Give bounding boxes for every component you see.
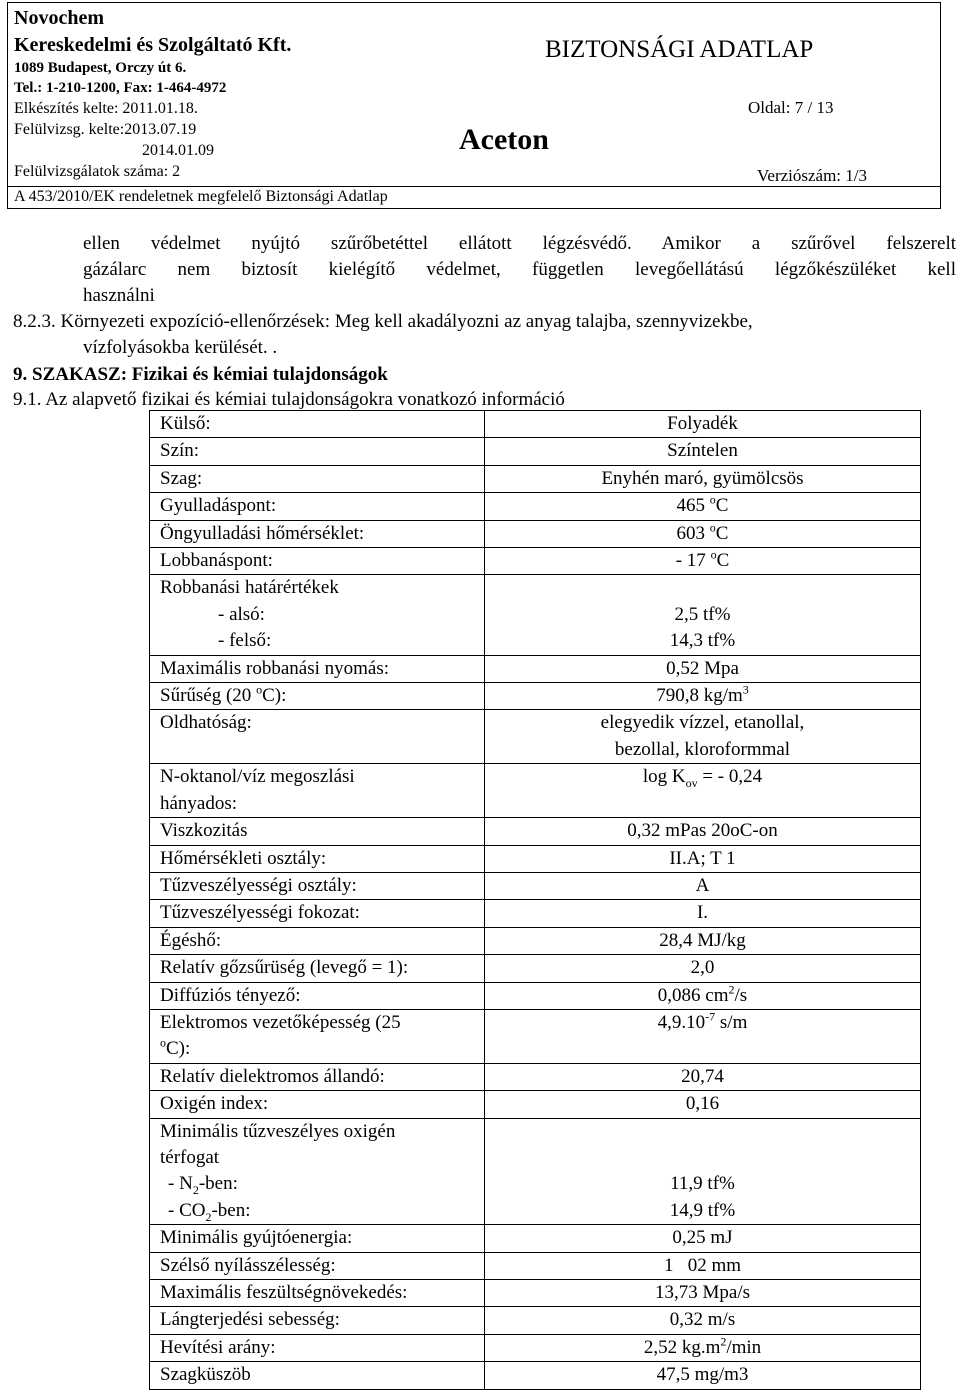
property-label: Külső: [150, 411, 485, 438]
property-label: Szagküszöb [150, 1362, 485, 1389]
property-label: Maximális robbanási nyomás: [150, 655, 485, 682]
property-label: N-oktanol/víz megoszlási hányados: [150, 764, 485, 818]
table-row [150, 927, 921, 954]
table-row [150, 1334, 921, 1361]
property-value: elegyedik vízzel, etanollal, bezollal, kloroformmal [485, 710, 921, 764]
property-label: Oldhatóság: [150, 710, 485, 764]
property-value: 465 $^o$C [485, 493, 921, 520]
table-row [150, 982, 921, 1009]
property-value: 0,32 m/s [485, 1307, 921, 1334]
property-label: Minimális gyújtóenergia: [150, 1225, 485, 1252]
section-9-heading: 9. SZAKASZ: Fizikai és kémiai tulajdonságok [13, 364, 388, 385]
property-value: Enyhén maró, gyümölcsös [485, 465, 921, 492]
created-date: Elkészítés kelte: 2011.01.18. [14, 100, 198, 117]
property-value: A [485, 872, 921, 899]
table-row [150, 683, 921, 710]
property-value: 0,32 mPas 20oC-on [485, 818, 921, 845]
property-label: Lobbanáspont: [150, 548, 485, 575]
property-value: 0,086 $cm^2/s$ [485, 982, 921, 1009]
property-value: 603 $^o$C [485, 520, 921, 547]
property-label: Minimális tűzveszélyes oxigén térfogat - $N_2$-ben: - $CO_2$-ben: [150, 1118, 485, 1225]
company-address: 1089 Budapest, Orczy út 6. [14, 60, 187, 76]
property-label: Elektromos vezetőképesség (25 $^o$C): [150, 1009, 485, 1063]
property-value: 11,9 tf% 14,9 tf% [485, 1118, 921, 1225]
table-row [150, 1009, 921, 1063]
property-label: Szín: [150, 438, 485, 465]
paragraph-line: használni [83, 285, 155, 306]
table-row [150, 520, 921, 547]
paragraph-line: ellen védelmet nyújtó szűrőbetéttel ellátott légzésvédő. Amikor a szűrővel felszerelt [83, 233, 956, 254]
property-value: II.A; T 1 [485, 845, 921, 872]
table-row [150, 1118, 921, 1225]
property-value: 0,16 [485, 1091, 921, 1118]
table-row [150, 548, 921, 575]
property-value: 2,0 [485, 955, 921, 982]
property-value: Színtelen [485, 438, 921, 465]
product-name: Aceton [459, 123, 549, 156]
property-value: 2,5 tf% 14,3 tf% [485, 575, 921, 655]
property-value: - 17 $^o$C [485, 548, 921, 575]
property-label: Relatív dielektromos állandó: [150, 1063, 485, 1090]
property-value: 790,8 $kg/m^3$ [485, 683, 921, 710]
table-row [150, 1091, 921, 1118]
table-row [150, 1307, 921, 1334]
table-row [150, 411, 921, 438]
property-label: Lángterjedési sebesség: [150, 1307, 485, 1334]
document-title: BIZTONSÁGI ADATLAP [545, 36, 814, 63]
property-value: 1 02 mm [485, 1252, 921, 1279]
version-number: Verziószám: 1/3 [757, 166, 867, 185]
table-row [150, 465, 921, 492]
property-value: 47,5 mg/m3 [485, 1362, 921, 1389]
document-header [7, 2, 941, 209]
property-value: $4,9.10^{-7}$ s/m [485, 1009, 921, 1063]
table-row [150, 655, 921, 682]
property-label: Tűzveszélyességi osztály: [150, 872, 485, 899]
section-8-2-3-continuation: vízfolyásokba kerülését. . [83, 337, 278, 358]
property-value: $\log K_{ov}$ = - 0,24 [485, 764, 921, 818]
property-label: Relatív gőzsűrüség (levegő = 1): [150, 955, 485, 982]
table-row [150, 955, 921, 982]
reviewed-date: Felülvizsg. kelte:2013.07.19 [14, 121, 197, 138]
property-value: 20,74 [485, 1063, 921, 1090]
section-8-2-3-heading: 8.2.3. Környezeti expozíció-ellenőrzések: Meg kell akadályozni az anyag talajba, szennyvizekbe, [13, 311, 753, 332]
property-label: Szélső nyílásszélesség: [150, 1252, 485, 1279]
table-row [150, 1280, 921, 1307]
table-row [150, 1252, 921, 1279]
properties-table [149, 410, 921, 1390]
property-label: Oxigén index: [150, 1091, 485, 1118]
property-label: Sűrűség (20 $^o$C): [150, 683, 485, 710]
regulation-note: A 453/2010/EK rendeletnek megfelelő Biztonsági Adatlap [14, 188, 388, 205]
property-label: Tűzveszélyességi fokozat: [150, 900, 485, 927]
reviewed-date-2: 2014.01.09 [142, 142, 214, 159]
property-label: Gyulladáspont: [150, 493, 485, 520]
property-value: Folyadék [485, 411, 921, 438]
company-name: Novochem [14, 7, 104, 29]
table-row [150, 818, 921, 845]
property-label: Diffúziós tényező: [150, 982, 485, 1009]
table-row [150, 493, 921, 520]
table-row [150, 872, 921, 899]
table-row [150, 1225, 921, 1252]
property-value: 0,52 Mpa [485, 655, 921, 682]
table-row [150, 900, 921, 927]
company-phone: Tel.: 1-210-1200, Fax: 1-464-4972 [14, 80, 227, 96]
property-value: 28,4 MJ/kg [485, 927, 921, 954]
header-divider [8, 186, 940, 187]
property-label: Égéshő: [150, 927, 485, 954]
section-9-1-heading: 9.1. Az alapvető fizikai és kémiai tulajdonságokra vonatkozó információ [13, 389, 565, 410]
property-label: Szag: [150, 465, 485, 492]
property-label: Robbanási határértékek - alsó: - felső: [150, 575, 485, 655]
property-value: I. [485, 900, 921, 927]
paragraph-line: gázálarc nem biztosít kielégítő védelmet, független levegőellátású légzőkészüléket kell [83, 259, 956, 280]
table-row [150, 438, 921, 465]
table-row [150, 845, 921, 872]
table-row [150, 1063, 921, 1090]
property-value: 13,73 Mpa/s [485, 1280, 921, 1307]
property-label: Viszkozitás [150, 818, 485, 845]
table-row [150, 710, 921, 764]
property-value: 0,25 mJ [485, 1225, 921, 1252]
table-row [150, 575, 921, 655]
property-label: Maximális feszültségnövekedés: [150, 1280, 485, 1307]
review-count: Felülvizsgálatok száma: 2 [14, 163, 181, 180]
property-label: Hőmérsékleti osztály: [150, 845, 485, 872]
table-row [150, 1362, 921, 1389]
table-row [150, 764, 921, 818]
property-value: 2,52 $kg.m^2/\min$ [485, 1334, 921, 1361]
property-label: Hevítési arány: [150, 1334, 485, 1361]
page-number: Oldal: 7 / 13 [748, 98, 834, 117]
company-full-name: Kereskedelmi és Szolgáltató Kft. [14, 34, 292, 56]
property-label: Öngyulladási hőmérséklet: [150, 520, 485, 547]
